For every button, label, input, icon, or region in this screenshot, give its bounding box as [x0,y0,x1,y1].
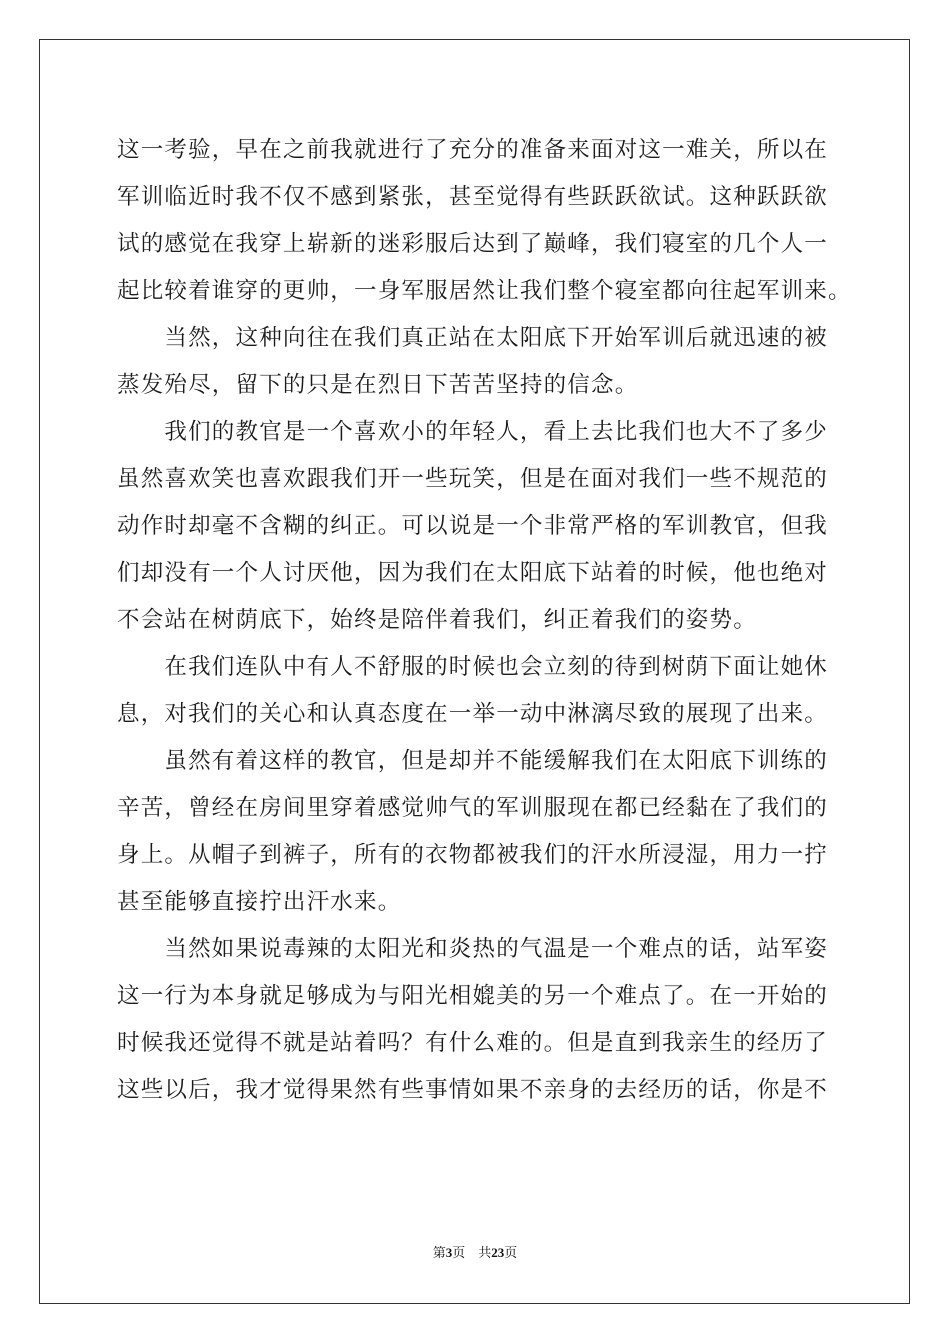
footer-separator: 共 [465,1246,492,1261]
text-line: 起比较着谁穿的更帅，一身军服居然让我们整个寝室都向往起军训来。 [117,278,852,304]
text-line: 这些以后，我才觉得果然有些事情如果不亲身的去经历的话，你是不 [117,1077,829,1103]
text-line: 们却没有一个人讨厌他，因为我们在太阳底下站着的时候，他也绝对 [117,560,829,586]
text-line: 军训临近时我不仅不感到紧张，甚至觉得有些跃跃欲试。这种跃跃欲 [117,184,829,210]
total-page-number: 23 [491,1245,505,1260]
footer-page-unit: 页 [452,1246,466,1261]
text-line: 这一行为本身就足够成为与阳光相媲美的另一个难点了。在一开始的 [117,983,829,1009]
current-page-number: 3 [445,1245,453,1260]
text-line: 蒸发殆尽，留下的只是在烈日下苦苦坚持的信念。 [117,372,639,398]
text-line: 当然，这种向往在我们真正站在太阳底下开始军训后就迅速的被 [117,325,829,351]
text-line: 虽然喜欢笑也喜欢跟我们开一些玩笑，但是在面对我们一些不规范的 [117,466,829,492]
footer-prefix: 第 [432,1246,446,1261]
text-line: 试的感觉在我穿上崭新的迷彩服后达到了巅峰，我们寝室的几个人一 [117,231,829,257]
page-footer [0,1245,950,1262]
text-line: 身上。从帽子到裤子，所有的衣物都被我们的汗水所浸湿，用力一拧 [117,842,829,868]
text-line: 时候我还觉得不就是站着吗？有什么难的。但是直到我亲生的经历了 [117,1030,829,1056]
text-line: 不会站在树荫底下，始终是陪伴着我们，纠正着我们的姿势。 [117,607,757,633]
body-text [117,127,852,1114]
text-line: 甚至能够直接拧出汗水来。 [117,889,402,915]
text-line: 在我们连队中有人不舒服的时候也会立刻的待到树荫下面让她休 [117,654,829,680]
text-line: 我们的教官是一个喜欢小的年轻人，看上去比我们也大不了多少 [117,419,829,445]
text-line: 虽然有着这样的教官，但是却并不能缓解我们在太阳底下训练的 [117,748,829,774]
text-line: 这一考验，早在之前我就进行了充分的准备来面对这一难关，所以在 [117,137,829,163]
text-line: 辛苦，曾经在房间里穿着感觉帅气的军训服现在都已经黏在了我们的 [117,795,829,821]
text-line: 息，对我们的关心和认真态度在一举一动中淋漓尽致的展现了出来。 [117,701,829,727]
text-line: 当然如果说毒辣的太阳光和炎热的气温是一个难点的话，站军姿 [117,936,829,962]
footer-total-unit: 页 [504,1246,518,1261]
text-line: 动作时却毫不含糊的纠正。可以说是一个非常严格的军训教官，但我 [117,513,829,539]
